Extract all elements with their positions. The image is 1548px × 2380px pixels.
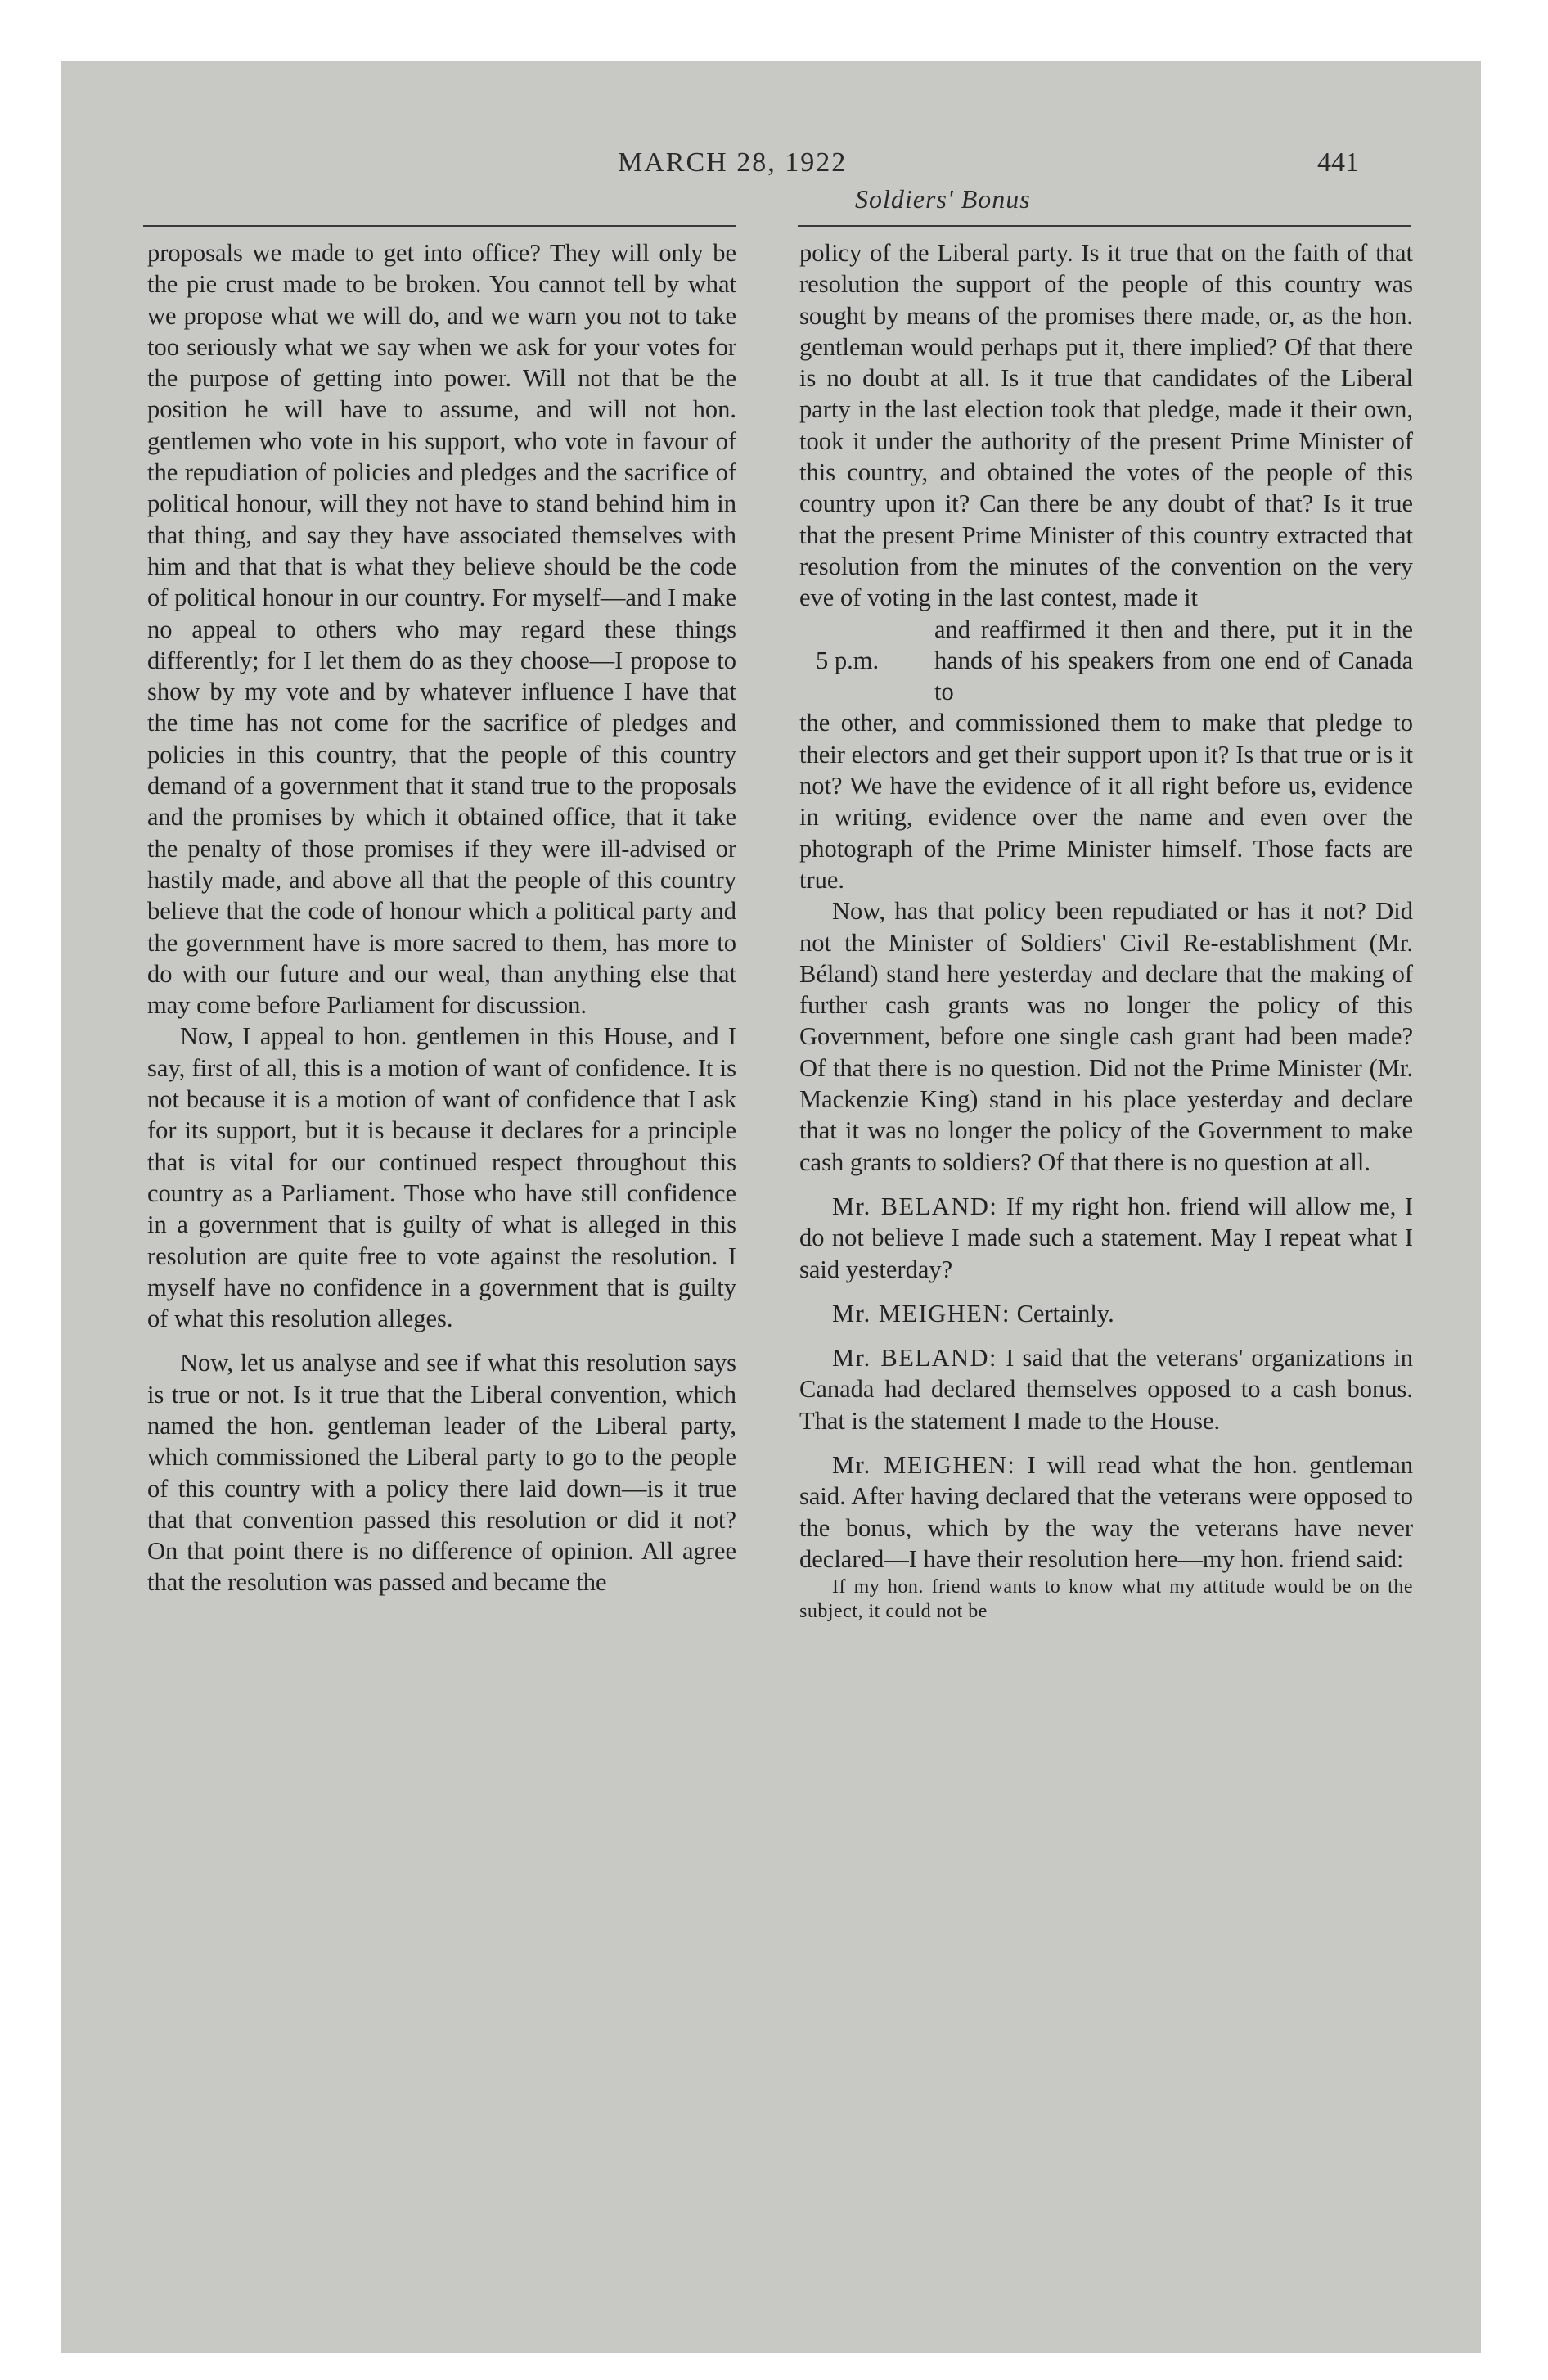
right-paragraph-2: Now, has that policy been repudiated or has it not? Did not the Minister of Soldiers' Civil Re-establishment (Mr. Béland) stand here yesterday and declare that the making of further cash grants was no longer the policy of this Government, before one single cash grant had been made? Of that there is no question. Did not the Prime Minister (Mr. Mackenzie King) stand in his place yesterday and declare that it was no longer the policy of the Government to make cash grants to soldiers? Of that there is no question at all. [799, 897, 1413, 1176]
speech-meighen-1 [799, 1298, 1413, 1329]
right-paragraph-1-continued: the other, and commissioned them to make that pledge to their electors and get their support upon it? Is that true or is it not? We have the evidence of it all right before us, evidence in writing, evidence over the name and even over the photograph of the Prime Minister himself. Those facts are true. [799, 709, 1413, 894]
page-number: 441 [1317, 147, 1359, 178]
time-sidenote-block [799, 614, 1413, 708]
section-title: Soldiers' Bonus [855, 184, 1031, 214]
speaker-name: Mr. BELAND: [832, 1344, 998, 1373]
speech-beland-1 [799, 1191, 1413, 1285]
header-rule-left [143, 225, 736, 227]
speaker-name: Mr. MEIGHEN: [832, 1450, 1016, 1479]
left-column [147, 237, 736, 1598]
speech-beland-2 [799, 1342, 1413, 1436]
header-rule-right [798, 225, 1411, 227]
speaker-name: Mr. BELAND: [832, 1192, 998, 1220]
speaker-name: Mr. MEIGHEN: [832, 1299, 1010, 1327]
scanned-page [61, 61, 1481, 2353]
left-paragraph-2: Now, I appeal to hon. gentlemen in this House, and I say, first of all, this is a motion of want of confidence. It is not because it is a motion of want of confidence that I ask for its support, but it is because it declares for a principle that is vital for our continued respect throughout this country as a Parliament. Those who have still confidence in a government that is guilty of what is alleged in this resolution are quite free to vote against the resolution. I myself have no confidence in a government that is guilty of what this resolution alleges. [147, 1022, 736, 1333]
left-paragraph-1: proposals we made to get into office? They will only be the pie crust made to be broken. You cannot tell by what we propose what we will do, and we warn you not to take too seriously what we say when we ask for your votes for the purpose of getting into power. Will not that be the position he will have to assume, and will not hon. gentlemen who vote in his support, who vote in favour of the repudiation of policies and pledges and the sacrifice of political honour, will they not have to stand behind him in that thing, and say they have associated themselves with him and that that is what they believe should be the code of political honour in our country. For myself—and I make no appeal to others who may regard these things differently; for I let them do as they choose—I propose to show by my vote and by whatever influence I have that the time has not come for the sacrifice of pledges and policies in this country, that the people of this country demand of a government that it stand true to the proposals and the promises by which it obtained office, that it take the penalty of those promises if they were ill-advised or hastily made, and above all that the people of this country believe that the code of honour which a political party and the government have is more sacred to them, has more to do with our future and our weal, than anything else that may come before Parliament for discussion. [147, 239, 736, 1020]
speech-text: I said that the veterans' organizations in Canada had declared themselves opposed to a cash bonus. That is the statement I made to the House. [799, 1344, 1413, 1435]
sidenote-text: and reaffirmed it then and there, put it in the hands of his speakers from one end of Canada to [934, 615, 1413, 706]
speech-meighen-2 [799, 1449, 1413, 1575]
page-header [61, 147, 1481, 221]
quoted-text: If my hon. friend wants to know what my attitude would be on the subject, it could not be [799, 1576, 1413, 1623]
speech-text: I will read what the hon. gentleman said. After having declared that the veterans were opposed to the bonus, which by the way the veterans have never declared—I have their resolution here—my hon. friend said: [799, 1450, 1414, 1573]
left-paragraph-3: Now, let us analyse and see if what this resolution says is true or not. Is it true that the Liberal convention, which named the hon. gentleman leader of the Liberal party, which commissioned the Liberal party to go to the people of this country with a policy there laid down—is it true that that convention passed this resolution or did it not? On that point there is no difference of opinion. All agree that the resolution was passed and became the [147, 1349, 736, 1597]
speech-text: If my right hon. friend will allow me, I do not believe I made such a statement. May I repeat what I said yesterday? [799, 1192, 1414, 1283]
time-marker: 5 p.m. [816, 646, 880, 674]
speech-text: Certainly. [1016, 1299, 1114, 1327]
header-date: MARCH 28, 1922 [618, 147, 848, 178]
right-paragraph-1: policy of the Liberal party. Is it true that on the faith of that resolution the support of the people of this country was sought by means of the promises there made, or, as the hon. gentleman would perhaps put it, there implied? Of that there is no doubt at all. Is it true that candidates of the Liberal party in the last election took that pledge, made it their own, took it under the authority of the present Prime Minister of this country, and obtained the votes of the people of this country upon it? Can there be any doubt of that? Is it true that the present Prime Minister of this country extracted that resolution from the minutes of the convention on the very eve of voting in the last contest, made it [799, 239, 1413, 612]
right-column [799, 237, 1413, 1624]
